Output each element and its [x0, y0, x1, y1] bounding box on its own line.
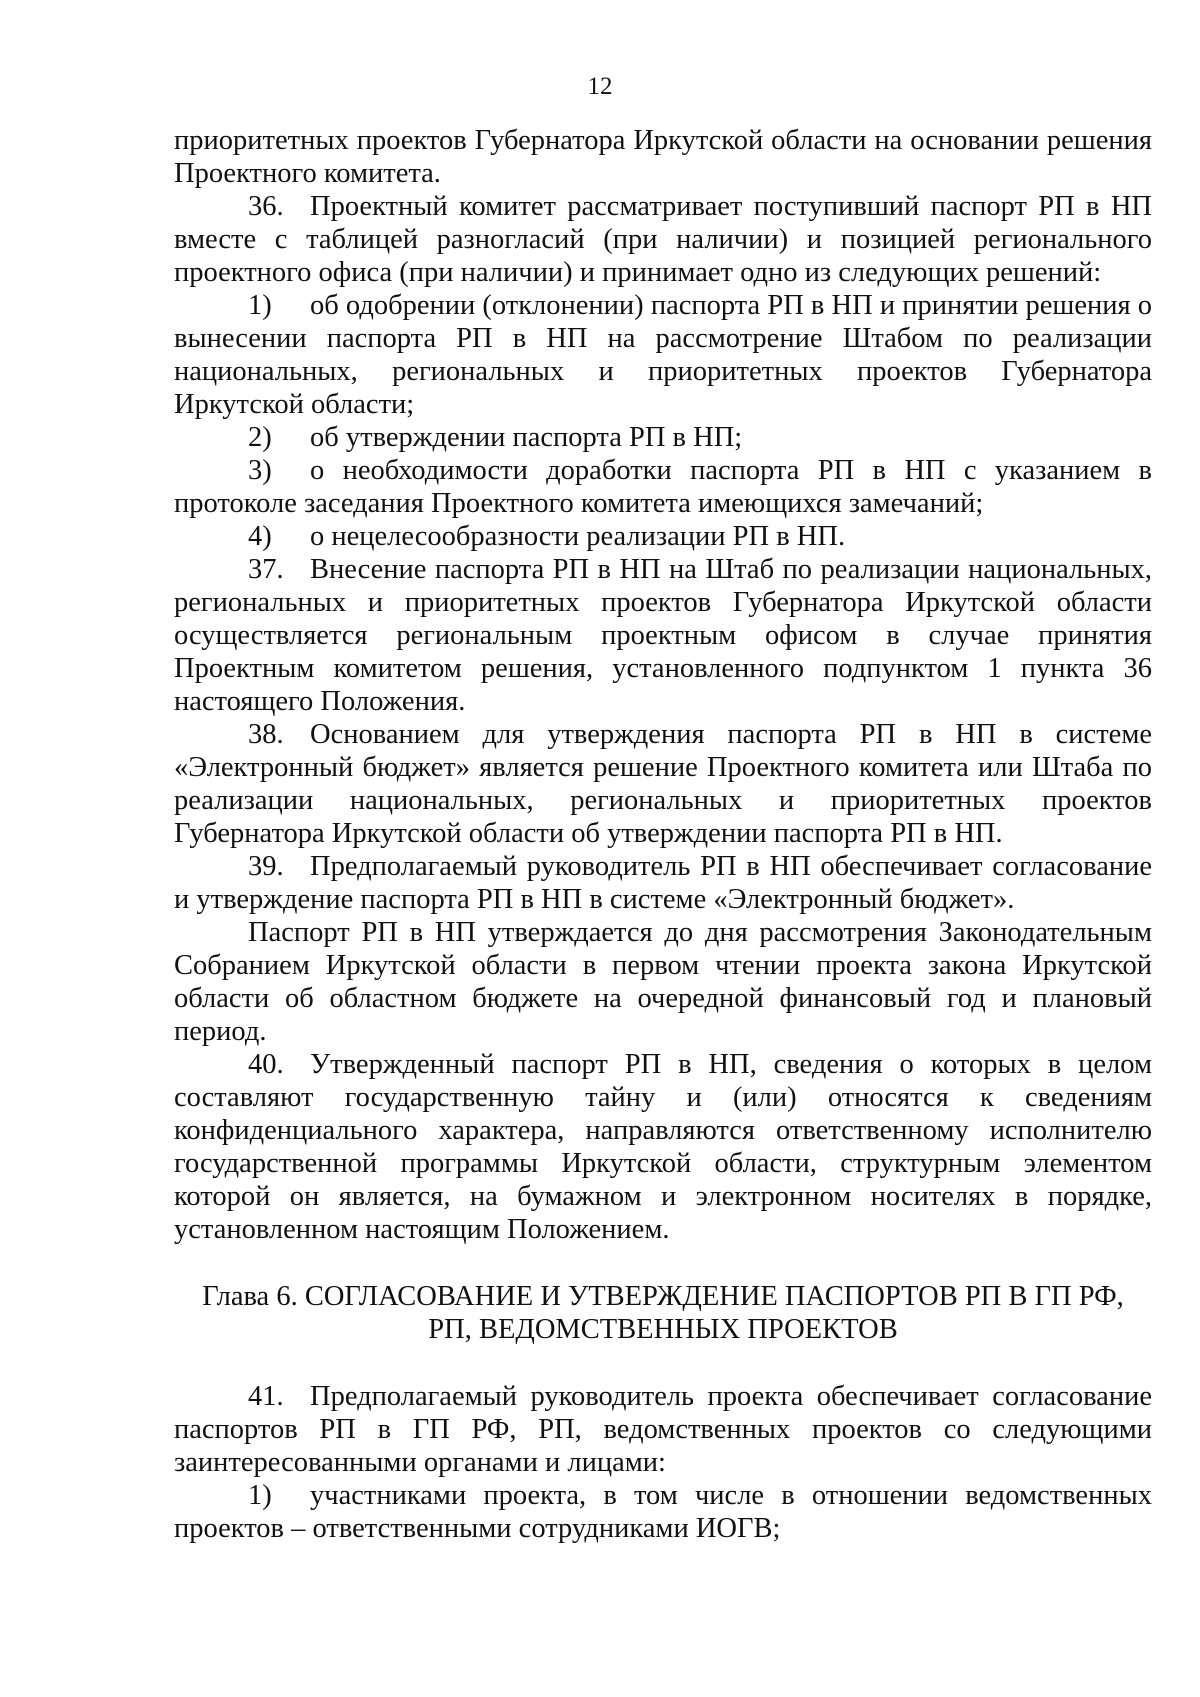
paragraph	[174, 718, 1152, 850]
paragraph-number: 2)	[248, 422, 272, 453]
paragraph-text: приоритетных проектов Губернатора Иркутской области на основании решения Проектного комитета.	[174, 125, 1152, 189]
paragraph-number: 41.	[248, 1381, 284, 1412]
paragraph	[174, 124, 1152, 190]
paragraph-text: Внесение паспорта РП в НП на Штаб по реализации национальных, региональных и приоритетных проектов Губернатора Иркутской области осуществляется региональным проектным офисом в случае принятия Проектным комитетом решения, установленного подпунктом 1 пункта 36 настоящего Положения.	[174, 554, 1152, 717]
paragraph-text: Проектный комитет рассматривает поступивший паспорт РП в НП вместе с таблицей разногласий (при наличии) и позицией регионального проектного офиса (при наличии) и принимает одно из следующих решений:	[174, 191, 1152, 288]
paragraph-number: 1)	[248, 290, 272, 321]
paragraph	[174, 1048, 1152, 1246]
paragraph-number: 40.	[248, 1049, 284, 1080]
paragraph-number: 4)	[248, 521, 272, 552]
paragraph	[174, 454, 1152, 520]
paragraph-number: 36.	[248, 191, 284, 222]
page-number: 12	[587, 73, 613, 100]
paragraph	[174, 1479, 1152, 1545]
paragraph	[174, 850, 1152, 916]
paragraph-text: об утверждении паспорта РП в НП;	[310, 422, 743, 453]
chapter-heading	[174, 1280, 1152, 1346]
paragraph	[174, 289, 1152, 421]
document-body	[174, 124, 1152, 1545]
paragraph-text: о необходимости доработки паспорта РП в НП с указанием в протоколе заседания Проектного комитета имеющихся замечаний;	[174, 455, 1152, 519]
paragraph-text: Основанием для утверждения паспорта РП в НП в системе «Электронный бюджет» является решение Проектного комитета или Штаба по реализации национальных, региональных и приоритетных проектов Губернатора Иркутской области об утверждении паспорта РП в НП.	[174, 719, 1152, 849]
paragraph-text: об одобрении (отклонении) паспорта РП в НП и принятии решения о вынесении паспорта РП в НП на рассмотрение Штабом по реализации национальных, региональных и приоритетных проектов Губернатора Иркутской области;	[174, 290, 1152, 420]
paragraph-number: 3)	[248, 455, 272, 486]
paragraphs-after-heading	[174, 1380, 1152, 1545]
paragraph-number: 1)	[248, 1480, 272, 1511]
chapter-heading-line-1: Глава 6. СОГЛАСОВАНИЕ И УТВЕРЖДЕНИЕ ПАСПОРТОВ РП В ГП РФ,	[202, 1281, 1124, 1312]
chapter-heading-line-2: РП, ВЕДОМСТВЕННЫХ ПРОЕКТОВ	[428, 1314, 898, 1345]
paragraph	[174, 553, 1152, 718]
paragraph-text: Утвержденный паспорт РП в НП, сведения о которых в целом составляют государственную тайну и (или) относятся к сведениям конфиденциального характера, направляются ответственному исполнителю государственной программы Иркутской области, структурным элементом которой он является, на бумажном и электронном носителях в порядке, установленном настоящим Положением.	[174, 1049, 1152, 1245]
paragraph-text: о нецелесообразности реализации РП в НП.	[310, 521, 846, 552]
paragraph-number: 39.	[248, 851, 284, 882]
paragraph-text: Предполагаемый руководитель РП в НП обеспечивает согласование и утверждение паспорта РП в НП в системе «Электронный бюджет».	[174, 851, 1152, 915]
paragraph	[174, 190, 1152, 289]
paragraph	[174, 1380, 1152, 1479]
paragraphs-before-heading	[174, 124, 1152, 1246]
paragraph	[174, 421, 1152, 454]
paragraph	[174, 520, 1152, 553]
paragraph-text: Паспорт РП в НП утверждается до дня рассмотрения Законодательным Собранием Иркутской области в первом чтении проекта закона Иркутской области об областном бюджете на очередной финансовый год и плановый период.	[174, 917, 1152, 1047]
paragraph-number: 38.	[248, 719, 284, 750]
paragraph-text: Предполагаемый руководитель проекта обеспечивает согласование паспортов РП в ГП РФ, РП, ведомственных проектов со следующими заинтересованными органами и лицами:	[174, 1381, 1152, 1478]
paragraph	[174, 916, 1152, 1048]
paragraph-number: 37.	[248, 554, 284, 585]
paragraph-text: участниками проекта, в том числе в отношении ведомственных проектов – ответственными сотрудниками ИОГВ;	[174, 1480, 1152, 1544]
